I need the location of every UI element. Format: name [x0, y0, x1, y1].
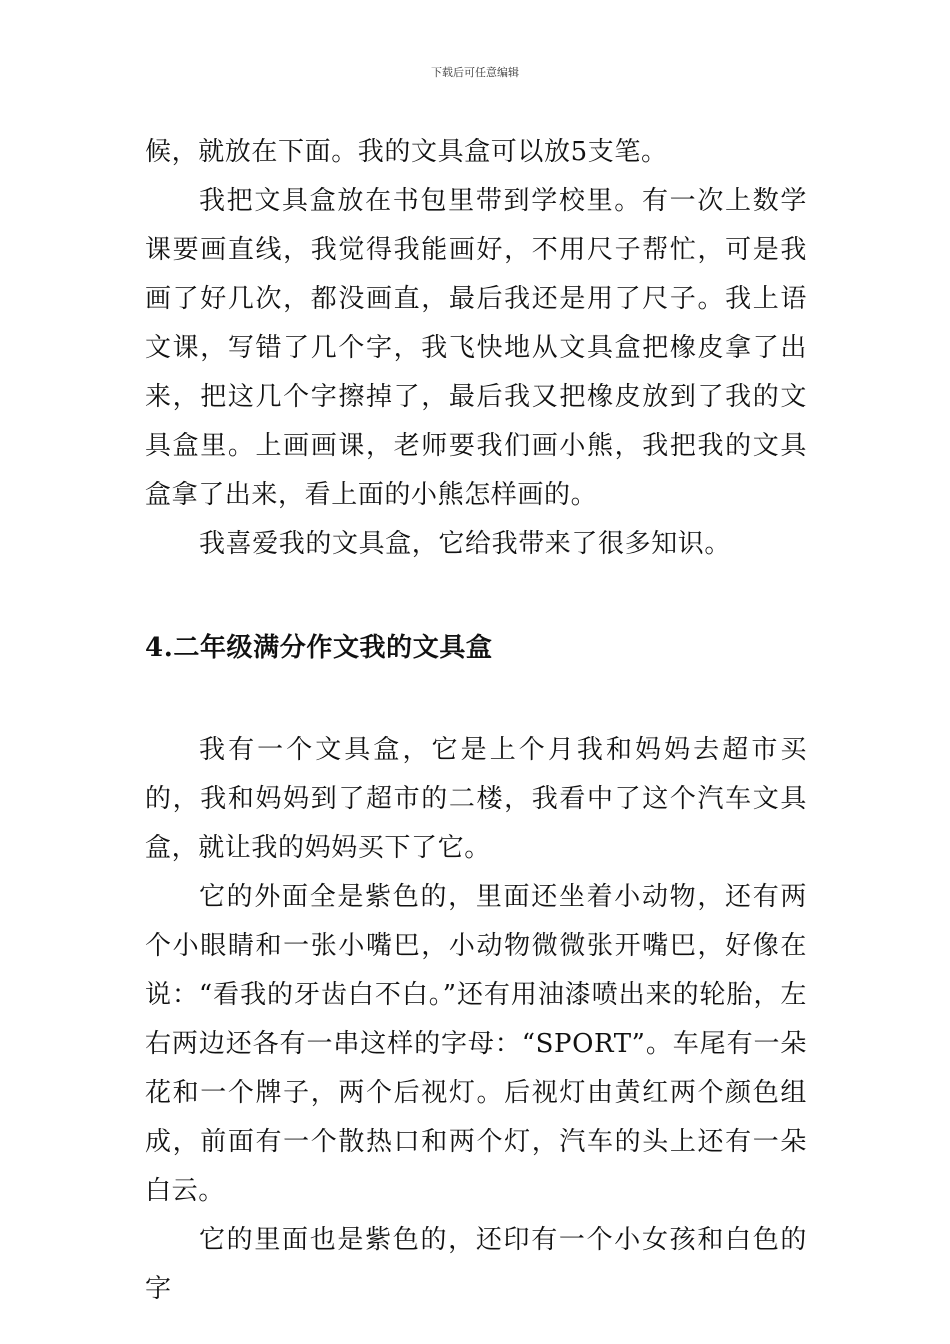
paragraph: 它的外面全是紫色的，里面还坐着小动物，还有两个小眼睛和一张小嘴巴，小动物微微张开嘴巴，好像在说：“看我的牙齿白不白。”还有用油漆喷出来的轮胎，左右两边还各有一串这样的字母：“SPORT”。车尾有一朵花和一个牌子，两个后视灯。后视灯由黄红两个颜色组成，前面有一个散热口和两个灯，汽车的头上还有一朵白云。 — [145, 882, 807, 1206]
section-heading: 4.二年级满分作文我的文具盒 — [145, 633, 493, 663]
paragraph: 我有一个文具盒，它是上个月我和妈妈去超市买的，我和妈妈到了超市的二楼，我看中了这个汽车文具盒，就让我的妈妈买下了它。 — [145, 735, 807, 863]
document-body — [145, 128, 807, 1314]
paragraph: 它的里面也是紫色的，还印有一个小女孩和白色的字 — [145, 1225, 807, 1304]
paragraph: 我把文具盒放在书包里带到学校里。有一次上数学课要画直线，我觉得我能画好，不用尺子帮忙，可是我画了好几次，都没画直，最后我还是用了尺子。我上语文课，写错了几个字，我飞快地从文具盒把橡皮拿了出来，把这几个字擦掉了，最后我又把橡皮放到了我的文具盒里。上画画课，老师要我们画小熊，我把我的文具盒拿了出来，看上面的小熊怎样画的。 — [145, 186, 807, 510]
paragraph: 我喜爱我的文具盒，它给我带来了很多知识。 — [199, 529, 732, 559]
paragraph-continued: 候，就放在下面。我的文具盒可以放5支笔。 — [145, 137, 668, 167]
page-header: 下载后可任意编辑 — [431, 66, 519, 79]
